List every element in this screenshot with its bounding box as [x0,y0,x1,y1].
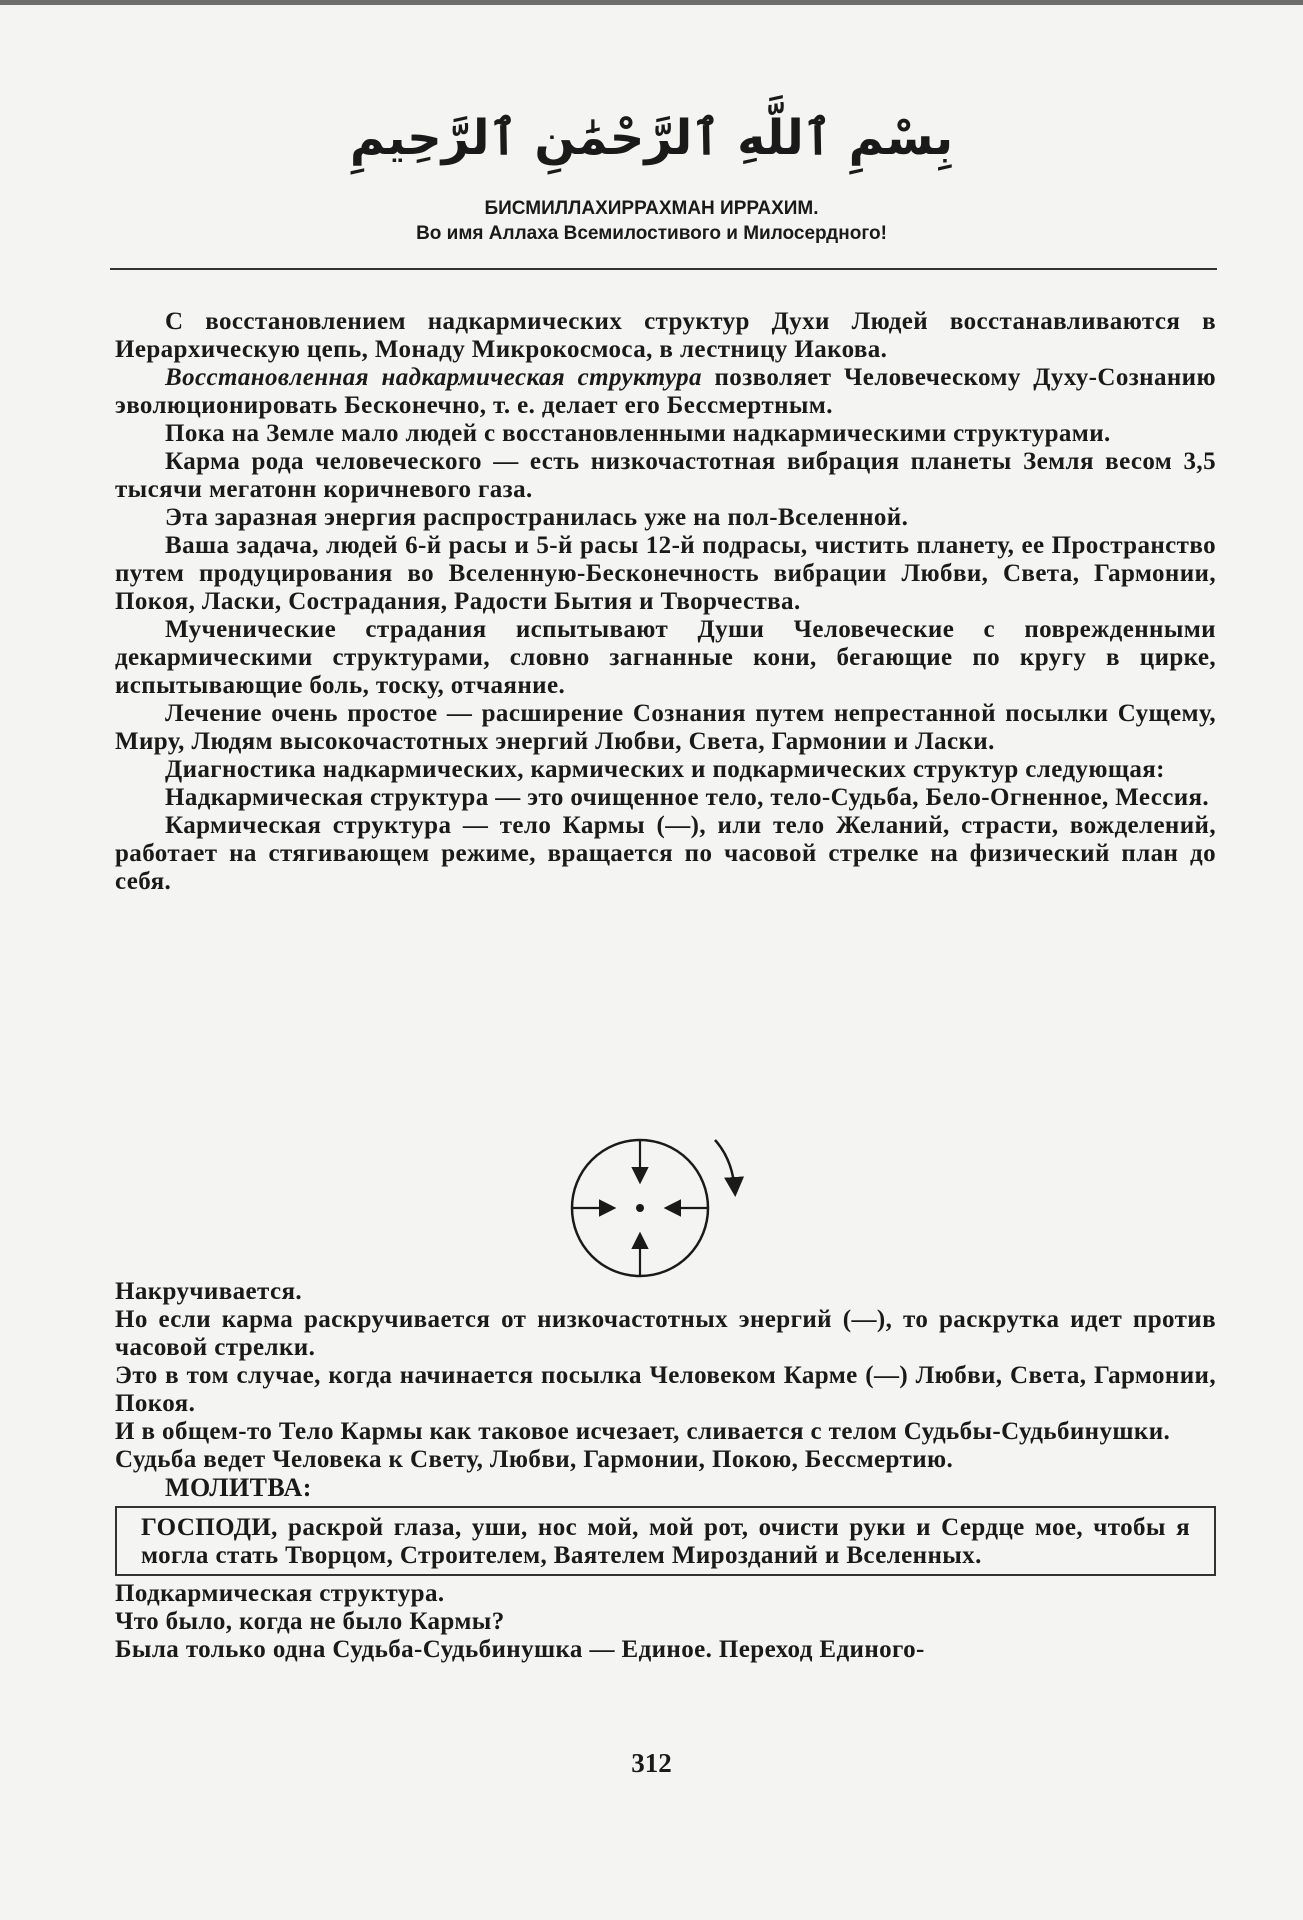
diagram-center-dot [636,1204,644,1212]
section-1 [115,308,1216,896]
header-subtitle: Во имя Аллаха Всемилостивого и Милосердного! [416,223,887,244]
clockwise-arrow [715,1140,735,1192]
paragraph-10: Надкармическая структура — это очищенное тело, тело-Судьба, Бело-Огненное, Мессия. [165,784,1210,811]
paragraph-9: Диагностика надкармических, кармических и подкармических структур следующая: [165,756,1165,783]
paragraph-2-rest: позволяет Человеческому Духу-Сознанию эволюционировать Бесконечно, т. е. делает его Бессмертным. [115,364,1216,419]
line-5: Судьба ведет Человека к Свету, Любви, Гармонии, Покою, Бессмертию. [115,1446,954,1473]
paragraph-4: Карма рода человеческого — есть низкочастотная вибрация планеты Земля весом 3,5 тысячи мегатонн коричневого газа. [115,448,1216,503]
prayer-title: МОЛИТВА: [165,1473,312,1502]
paragraph-3: Пока на Земле мало людей с восстановленными надкармическими структурами. [165,420,1111,447]
paragraph-6: Ваша задача, людей 6-й расы и 5-й расы 12-й подрасы, чистить планету, ее Пространство путем продуцирования во Вселенную-Бесконечность вибрации Любви, Света, Гармонии, Покоя, Ласки, Сострадания, Радости Бытия и Творчества. [115,532,1216,615]
line-3: Это в том случае, когда начинается посылка Человеком Карме (—) Любви, Света, Гармонии, Покоя. [115,1362,1216,1417]
line-1: Накручивается. [115,1278,303,1305]
paragraph-8: Лечение очень простое — расширение Сознания путем непрестанной посылки Сущему, Миру, Людям высокочастотных энергий Любви, Света, Гармонии и Ласки. [115,700,1216,755]
paragraph-7: Мученические страдания испытывают Души Человеческие с поврежденными декармическими структурами, словно загнанные кони, бегающие по кругу в цирке, испытывающие боль, тоску, отчаяние. [115,616,1216,699]
paragraph-5: Эта заразная энергия распространилась уже на пол-Вселенной. [165,504,909,531]
page-number: 312 [631,1748,672,1778]
top-border [0,0,1303,5]
header-title: БИСМИЛЛАХИРРАХМАН ИРРАХИМ. [484,198,819,219]
line-7: Что было, когда не было Кармы? [115,1608,505,1635]
prayer-box: ГОСПОДИ, раскрой глаза, уши, нос мой, мой рот, очисти руки и Сердце мое, чтобы я могла стать Творцом, Строителем, Ваятелем Мирозданий и Вселенных. [115,1506,1216,1576]
line-8: Была только одна Судьба-Судьбинушка — Единое. Переход Единого- [115,1636,925,1663]
paragraph-2-emphasis: Восстановленная надкармическая структура [165,364,702,391]
karma-rotation-diagram [565,1130,755,1285]
paragraph-11: Кармическая структура — тело Кармы (—), или тело Желаний, страсти, вожделений, работает на стягивающем режиме, вращается по часовой стрелке на физический план до себя. [115,812,1216,895]
header-divider [110,268,1217,270]
line-4: И в общем-то Тело Кармы как таковое исчезает, сливается с телом Судьбы-Судьбинушки. [115,1418,1171,1445]
paragraph-1: С восстановлением надкармических структур Духи Людей восстанавливаются в Иерархическую цепь, Монаду Микрокосмоса, в лестницу Иакова. [115,308,1216,363]
section-2 [115,1278,1216,1664]
line-6: Подкармическая структура. [115,1580,445,1607]
line-2: Но если карма раскручивается от низкочастотных энергий (—), то раскрутка идет против часовой стрелки. [115,1306,1216,1361]
arabic-calligraphy: بِسْمِ ٱللَّهِ ٱلرَّحْمَٰنِ ٱلرَّحِيمِ [349,110,954,166]
paragraph-2 [115,364,1216,420]
